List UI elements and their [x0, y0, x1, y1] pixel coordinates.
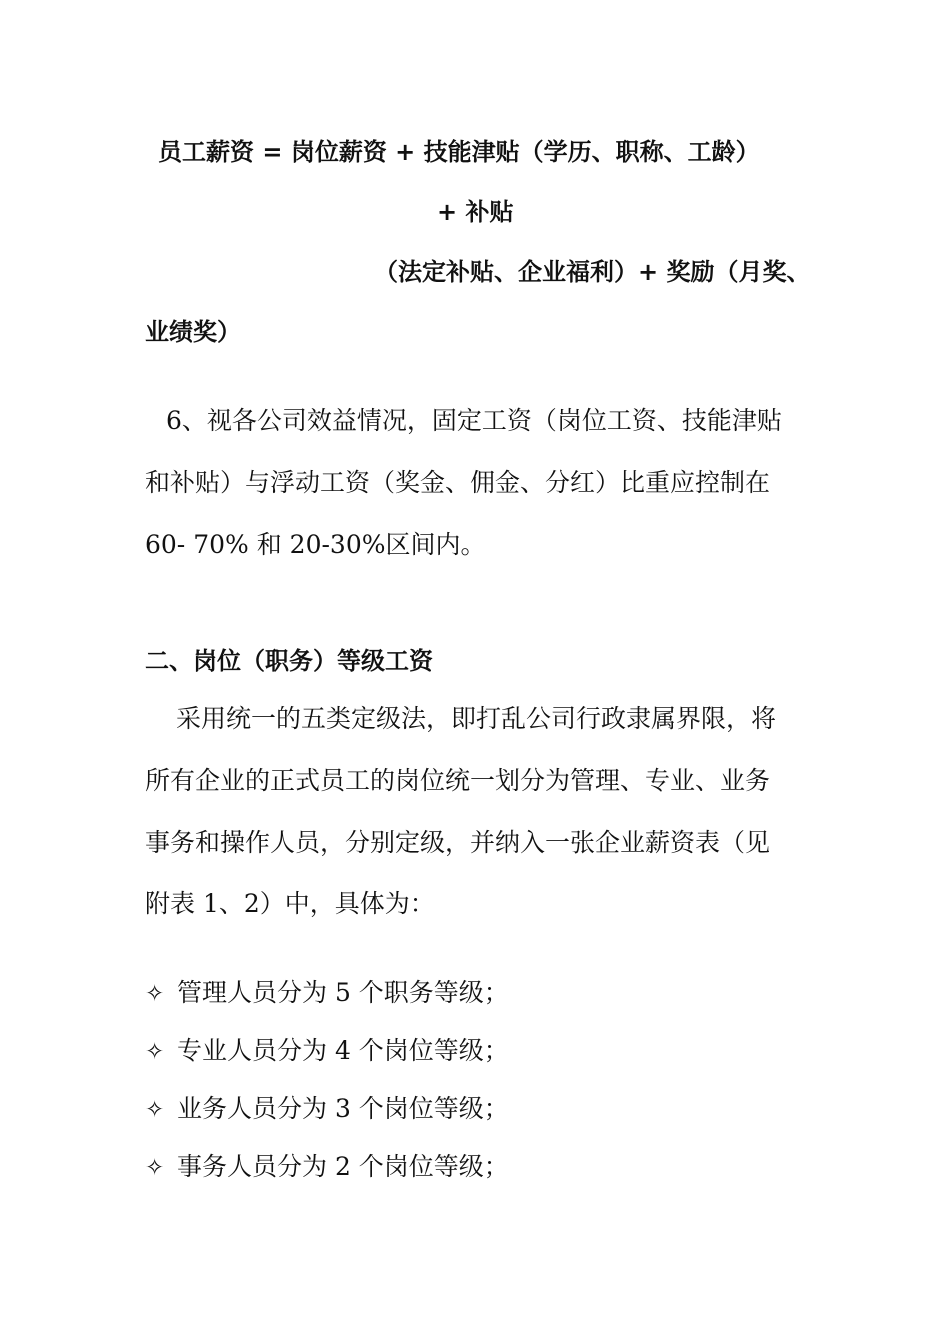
salary-formula-line-2: + 补贴	[437, 198, 514, 226]
section-body-line-2: 所有企业的正式员工的岗位统一划分为管理、专业、业务	[145, 766, 771, 795]
list-item	[145, 1152, 509, 1183]
section-heading: 二、岗位（职务）等级工资	[145, 647, 433, 675]
list-item	[145, 1036, 509, 1067]
sparkle-bullet-icon: ✧	[145, 1155, 165, 1181]
list-item-text: 管理人员分为 5 个职务等级；	[177, 978, 509, 1007]
sparkle-bullet-icon: ✧	[145, 981, 165, 1007]
sparkle-bullet-icon: ✧	[145, 1039, 165, 1065]
list-item	[145, 978, 509, 1009]
paragraph-6-line-1: 6、视各公司效益情况，固定工资（岗位工资、技能津贴	[166, 406, 782, 435]
sparkle-bullet-icon: ✧	[145, 1097, 165, 1123]
list-item-text: 事务人员分为 2 个岗位等级；	[177, 1152, 509, 1181]
section-body-line-4: 附表 1、2）中，具体为：	[145, 889, 435, 918]
salary-formula-line-3: （法定补贴、企业福利）+ 奖励（月奖、	[374, 258, 811, 286]
list-item	[145, 1094, 509, 1125]
salary-formula-line-1: 员工薪资 = 岗位薪资 + 技能津贴（学历、职称、工龄）	[158, 138, 760, 166]
list-item-text: 业务人员分为 3 个岗位等级；	[177, 1094, 509, 1123]
section-body-line-1: 采用统一的五类定级法，即打乱公司行政隶属界限，将	[176, 704, 777, 733]
list-item-text: 专业人员分为 4 个岗位等级；	[177, 1036, 509, 1065]
paragraph-6-line-2: 和补贴）与浮动工资（奖金、佣金、分红）比重应控制在	[145, 468, 771, 497]
paragraph-6-line-3: 60- 70% 和 20-30%区间内。	[145, 530, 486, 559]
salary-formula-line-4: 业绩奖）	[145, 318, 241, 346]
section-body-line-3: 事务和操作人员，分别定级，并纳入一张企业薪资表（见	[145, 828, 771, 857]
